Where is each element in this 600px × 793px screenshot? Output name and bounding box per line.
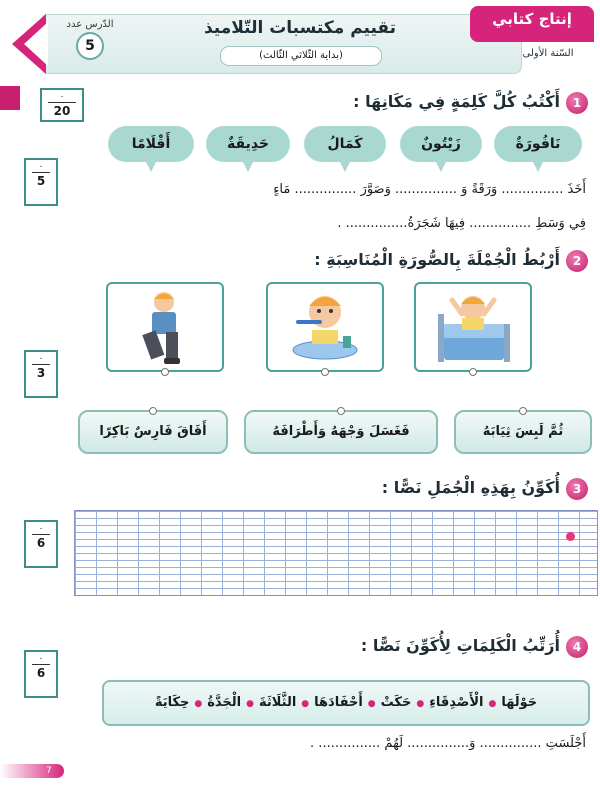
score-total: 20	[53, 104, 71, 118]
page-subtitle: (بداية الثّلاثي الثّالث)	[220, 46, 382, 66]
question-2-score-box	[24, 350, 58, 398]
scrambled-word-6: الْجَدَّةُ	[207, 695, 242, 710]
lesson-number: 5	[76, 32, 104, 60]
question-3-number: 3	[566, 478, 588, 500]
sentence-connector[interactable]	[519, 407, 527, 415]
scrambled-words-bar	[102, 680, 590, 726]
score-blank: .	[48, 90, 76, 103]
scrambled-word-5: الثَّلَاثَةَ	[259, 695, 297, 710]
word-pill-3: كَمَالُ	[304, 126, 386, 162]
question-1-score: 5	[36, 174, 46, 188]
word-pill-1: نَافُورَةٌ	[494, 126, 582, 162]
header-chevron-inner	[24, 22, 48, 66]
dressing-boy-illustration	[108, 284, 222, 370]
waking-boy-illustration	[416, 284, 530, 370]
side-tab	[0, 86, 20, 110]
question-1-line-1: أَخَذَ ............... وَرَقَةً وَ ............... وَصَوَّرَ ............... مَاءٍ	[273, 182, 586, 197]
sentence-3-text: أَفَاقَ فَارِسٌ بَاكِرًا	[99, 424, 207, 439]
total-score-box	[40, 88, 84, 122]
separator-dot: ●	[488, 699, 497, 709]
separator-dot: ●	[194, 699, 203, 709]
picture-brushing-teeth	[266, 282, 384, 372]
sentence-2-text: فَغَسَلَ وَجْهَهُ وَأَطْرَافَهُ	[272, 424, 410, 439]
sentence-box-3	[78, 410, 228, 454]
picture-connector[interactable]	[161, 368, 169, 376]
sentence-connector[interactable]	[337, 407, 345, 415]
scrambled-word-3: حَكَتْ	[380, 695, 412, 710]
separator-dot: ●	[367, 699, 376, 709]
picture-getting-dressed	[106, 282, 224, 372]
question-3-score: 6	[36, 536, 46, 550]
scrambled-word-1: حَوْلَهَا	[501, 695, 538, 710]
word-pill-5: أَقْلَامًا	[108, 126, 194, 162]
page-number-tab	[0, 764, 64, 778]
separator-dot: ●	[246, 699, 254, 709]
picture-connector[interactable]	[321, 368, 329, 376]
question-1-score-box	[24, 158, 58, 206]
grid-start-dot	[566, 532, 575, 541]
word-pill-4: حَدِيقَةٌ	[206, 126, 290, 162]
scrambled-word-2: الْأَصْدِقَاءِ	[429, 695, 484, 710]
sentence-connector[interactable]	[149, 407, 157, 415]
question-1-prompt: أَكْتُبُ كُلَّ كَلِمَةٍ فِي مَكَانِهَا :	[353, 92, 560, 111]
page-title: تقييم مكتسبات التّلاميذ	[203, 18, 397, 38]
question-2-prompt: أَرْبُطُ الْجُمْلَةَ بِالصُّورَةِ الْمُنَاسِبَةِ :	[314, 250, 560, 269]
question-4-score-box	[24, 650, 58, 698]
sentence-1-text: ثُمَّ لَبِسَ ثِيَابَهُ	[482, 424, 564, 439]
page-number: 7	[46, 766, 52, 776]
score-blank: .	[32, 160, 50, 173]
sentence-box-2	[244, 410, 438, 454]
question-1-line-2: فِي وَسَطِ ............... فِيهَا شَجَرَةُ............... .	[337, 216, 586, 231]
writing-grid[interactable]	[74, 510, 598, 596]
question-4-answer-line: أَجْلَسَتِ ............... وَ............... لَهُمْ ............... .	[310, 736, 586, 751]
question-4-score: 6	[36, 666, 46, 680]
separator-dot: ●	[301, 699, 310, 709]
lesson-tag	[54, 19, 126, 65]
question-4-number: 4	[566, 636, 588, 658]
picture-waking-up	[414, 282, 532, 372]
picture-connector[interactable]	[469, 368, 477, 376]
brushing-boy-illustration	[268, 284, 382, 370]
lesson-label: الدّرس عدد	[66, 19, 114, 30]
word-pill-2: زَيْتُونٌ	[400, 126, 482, 162]
question-2-number: 2	[566, 250, 588, 272]
question-4-prompt: أُرَتِّبُ الْكَلِمَاتِ لِأُكَوِّنَ نَصًّا :	[360, 636, 560, 655]
question-3-score-box	[24, 520, 58, 568]
question-1-number: 1	[566, 92, 588, 114]
scrambled-word-7: حِكَايَةً	[154, 695, 190, 710]
score-blank: .	[32, 652, 50, 665]
sentence-box-1	[454, 410, 592, 454]
separator-dot: ●	[416, 699, 425, 709]
scrambled-word-4: أَحْفَادَهَا	[314, 695, 363, 710]
score-blank: .	[32, 352, 50, 365]
question-3-prompt: أُكَوِّنُ بِهَذِهِ الْجُمَلِ نَصًّا :	[381, 478, 560, 497]
score-blank: .	[32, 522, 50, 535]
section-label: إنتاج كتابي	[492, 10, 572, 28]
grade-label: السّنة الأولى	[522, 48, 574, 59]
question-2-score: 3	[36, 366, 46, 380]
